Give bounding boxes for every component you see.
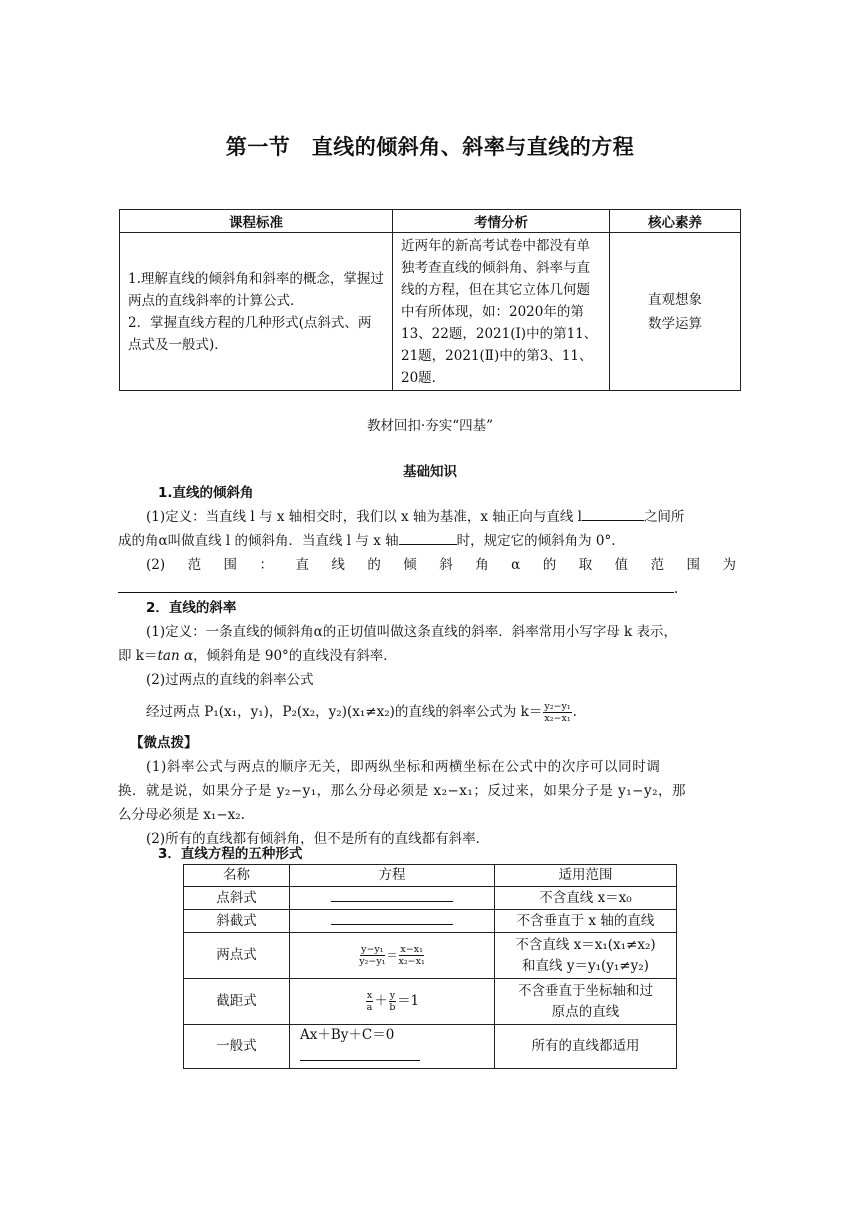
s2-formula-text: 经过两点 P₁(x₁，y₁)，P₂(x₂，y₂)(x₁≠x₂)的直线的斜率公式为 k＝ [146,704,543,720]
section-2 [118,596,736,724]
range-word: 围 [223,557,238,573]
s1-def-line2 [118,529,736,553]
section-1 [118,481,736,601]
blank-2 [399,530,457,545]
form-scope-1: 不含直线 x＝x₁(x₁≠x₂) [515,936,656,953]
slope-fraction [543,701,571,724]
literacy-1: 直观想象 [648,291,702,308]
literacy-cell [610,233,741,391]
numerator: x−x₁ [400,944,423,955]
header-analysis: 考情分析 [393,210,610,233]
form-scope: 不含直线 x＝x₀ [495,887,677,910]
range-word: 范 [187,557,202,573]
s1-heading: 1.直线的倾斜角 [158,485,254,501]
s1-def-b: 之间所 [643,509,685,525]
range-word: 倾 [403,557,417,573]
range-word: 围 [686,557,701,573]
standard-1: 1.理解直线的倾斜角和斜率的概念，掌握过两点的直线斜率的计算公式． [128,270,384,309]
header-standard: 课程标准 [120,210,393,233]
blank-eq-2 [331,910,453,925]
numerator: x [366,990,373,1001]
range-word: 取 [578,557,593,573]
basic-heading: 基础知识 [403,464,457,480]
table-row [184,1025,677,1069]
blank-1 [582,506,644,521]
plus: ＋ [374,993,388,1009]
equation-tail: ＝1 [397,993,420,1009]
blank-eq-1 [331,887,453,902]
s1-range-line [118,553,736,577]
table-row [184,887,677,910]
denominator: x₂−x₁ [398,956,425,967]
fraction [359,944,385,967]
table-row [184,979,677,1025]
form-name: 一般式 [184,1025,290,1069]
denominator: b [389,1002,396,1013]
s2-formula-end: . [572,704,577,720]
denominator: a [366,1002,373,1013]
s2-def-tan: tan α [157,648,194,664]
range-word: 值 [614,557,629,573]
form-scope [495,933,677,979]
form-scope-1: 不含垂直于坐标轴和过 [518,982,653,999]
fraction [389,990,396,1013]
standard-cell [120,233,393,391]
forms-header-scope: 适用范围 [495,865,677,887]
form-name: 截距式 [184,979,290,1025]
tip-line3: 么分母必须是 x₁−x₂. [118,807,245,823]
form-name: 点斜式 [184,887,290,910]
standard-2: 2．掌握直线方程的几种形式(点斜式、两点式及一般式)． [128,314,372,353]
analysis-cell: 近两年的新高考试卷中都没有单独考查直线的倾斜角、斜率与直线的方程，但在其它立体几何题中有所体现，如：2020年的第13、22题，2021(Ⅰ)中的第11、21题，2021(Ⅱ)中的第3、11、20题． [393,233,610,391]
range-word: 斜 [439,557,453,573]
section-heading: 教材回扣·夯实“四基” [366,418,494,434]
form-equation [290,933,495,979]
slope-denominator: x₂−x₁ [544,713,571,724]
s1-def-a: (1)定义：当直线 l 与 x 轴相交时，我们以 x 轴为基准，x 轴正向与直线 l [146,509,582,525]
line-forms-table [183,864,677,1069]
literacy-2: 数学运算 [648,315,702,332]
tip-line2: 换．就是说，如果分子是 y₂−y₁，那么分母必须是 x₂−x₁；反过来，如果分子是 y₁−y₂，那 [118,783,687,799]
s2-heading: 2．直线的斜率 [146,600,237,616]
form-scope [495,979,677,1025]
range-word: 角 [475,557,489,573]
form-equation-blank [290,887,495,910]
range-word: 范 [650,557,665,573]
range-word: 的 [542,557,557,573]
equals: ＝ [386,949,398,962]
s1-def-d: 时，规定它的倾斜角为 0°. [456,533,616,549]
tip-line4: (2)所有的直线都有倾斜角，但不是所有的直线都有斜率． [146,831,490,847]
fraction [366,990,373,1013]
s2-def-a: (1)定义：一条直线的倾斜角α的正切值叫做这条直线的斜率．斜率常用小写字母 k 表示， [146,624,678,640]
tip-section [118,731,736,851]
range-word: 为 [722,557,736,573]
range-word: (2) [146,557,166,573]
forms-header-equation: 方程 [290,865,495,887]
s2-def-line2 [118,644,736,668]
tip-heading: 【微点拨】 [130,735,198,751]
s2-def-c: ，倾斜角是 90°的直线没有斜率． [193,648,397,664]
range-word: ： [259,557,273,573]
range-word: 的 [367,557,381,573]
table-row [184,910,677,933]
page-title: 第一节 直线的倾斜角、斜率与直线的方程 [225,135,635,159]
s2-formula-line [118,700,736,724]
tip-line1: (1)斜率公式与两点的顺序无关，即两纵坐标和两横坐标在公式中的次序可以同时调 [146,759,661,775]
slope-numerator: y₂−y₁ [544,701,571,712]
form-scope: 所有的直线都适用 [495,1025,677,1069]
s1-def-line1 [118,505,736,529]
course-table [119,209,741,391]
denominator: y₂−y₁ [359,956,386,967]
s3-heading: 3．直线方程的五种形式 [158,846,303,862]
form-equation [290,979,495,1025]
form-name: 两点式 [184,933,290,979]
s2-formula-heading: (2)过两点的直线的斜率公式 [146,672,314,688]
form-scope-2: 和直线 y＝y₁(y₁≠y₂) [522,957,649,974]
numerator: y [389,990,396,1001]
form-name: 斜截式 [184,910,290,933]
range-word: 直 [295,557,309,573]
table-row [184,933,677,979]
form-scope: 不含垂直于 x 轴的直线 [495,910,677,933]
range-word: 线 [331,557,345,573]
blank-eq-5 [300,1046,420,1061]
s1-range-end: . [674,581,679,597]
fraction [399,944,425,967]
range-word: α [511,557,521,573]
form-scope-2: 原点的直线 [551,1003,620,1020]
blank-3 [118,578,674,593]
form-equation-blank [290,910,495,933]
s1-def-c: 成的角α叫做直线 l 的倾斜角．当直线 l 与 x 轴 [118,533,399,549]
s2-def-b: 即 k＝ [118,648,158,664]
numerator: y−y₁ [361,944,384,955]
forms-header-name: 名称 [184,865,290,887]
form-equation [290,1025,495,1069]
general-equation: Ax＋By＋C＝0 [300,1027,395,1043]
header-literacy: 核心素养 [610,210,741,233]
